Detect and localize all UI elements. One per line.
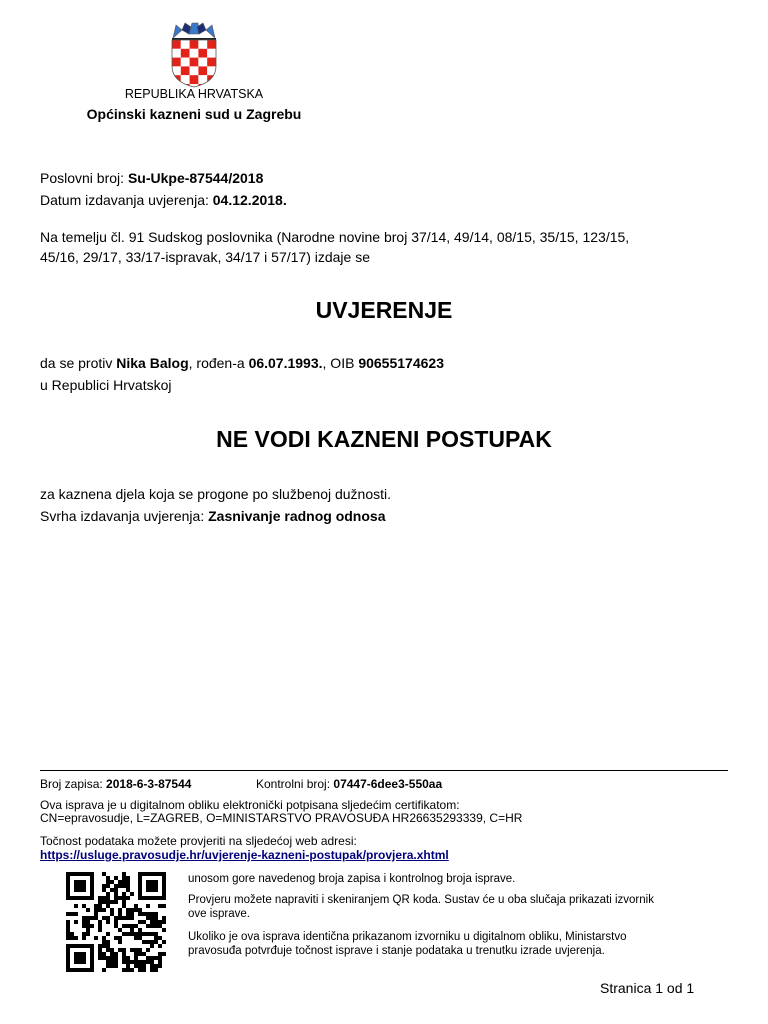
control-value: 07447-6dee3-550aa (333, 777, 443, 791)
record-label: Broj zapisa: (40, 777, 103, 791)
issue-date-row (40, 191, 287, 210)
control-row (256, 777, 442, 791)
date-of-birth: 06.07.1993. (248, 355, 323, 371)
court-name: Općinski kazneni sud u Zagrebu (86, 106, 302, 122)
case-number-row (40, 169, 263, 188)
oib-value: 90655174623 (358, 355, 444, 371)
qr-code[interactable] (66, 872, 166, 972)
qr-text-2a: Provjeru možete napraviti i skeniranjem QR koda. Sustav će u oba slučaja prikazati izvornik (188, 894, 654, 906)
coat-of-arms-logo (168, 22, 220, 88)
page-number: Stranica 1 od 1 (600, 980, 695, 996)
qr-text-1: unosom gore navedenog broja zapisa i kontrolnog broja isprave. (188, 873, 516, 885)
verify-line: Točnost podataka možete provjeriti na sljedećoj web adresi: (40, 834, 357, 848)
document-title: UVJERENJE (315, 297, 453, 323)
case-number-label: Poslovni broj: (40, 170, 125, 186)
qr-text-3a: Ukoliko je ova isprava identična prikazanom izvorniku u digitalnom obliku, Ministarstvo (188, 931, 627, 943)
qr-text-3b: pravosuđa potvrđuje točnost isprave i stanje podataka u trenutku izrade uvjerenja. (188, 945, 605, 957)
case-number-value: Su-Ukpe-87544/2018 (127, 170, 264, 186)
issue-date-label: Datum izdavanja uvjerenja: (40, 192, 209, 208)
crimes-text: za kaznena djela koja se progone po službenoj dužnosti. (40, 486, 392, 502)
qr-text-2b: ove isprave. (188, 908, 251, 920)
oib-label: , OIB (322, 355, 355, 371)
subject-name: Nika Balog (116, 355, 189, 371)
subject-prefix: da se protiv (40, 355, 113, 371)
record-row (40, 777, 191, 791)
footer-divider (40, 770, 728, 771)
cert-line-1: Ova isprava je u digitalnom obliku elektronički potpisana sljedećim certifikatom: (40, 798, 460, 812)
issue-date-value: 04.12.2018. (212, 192, 287, 208)
born-label: , rođen-a (188, 355, 245, 371)
cert-line-2: CN=epravosudje, L=ZAGREB, O=MINISTARSTVO PRAVOSUĐA HR26635293339, C=HR (40, 811, 523, 825)
verification-link[interactable]: https://usluge.pravosudje.hr/uvjerenje-kazneni-postupak/provjera.xhtml (40, 848, 449, 862)
purpose-row (40, 507, 385, 526)
record-value: 2018-6-3-87544 (106, 777, 192, 791)
intro-line-2: 45/16, 29/17, 33/17-ispravak, 34/17 i 57/17) izdaje se (40, 249, 370, 265)
subject-country: u Republici Hrvatskoj (40, 377, 172, 393)
verdict-title: NE VODI KAZNENI POSTUPAK (216, 426, 552, 452)
subject-line (40, 354, 444, 373)
control-label: Kontrolni broj: (256, 777, 331, 791)
republic-label: REPUBLIKA HRVATSKA (124, 87, 264, 101)
purpose-value: Zasnivanje radnog odnosa (208, 508, 386, 524)
intro-line-1: Na temelju čl. 91 Sudskog poslovnika (Narodne novine broj 37/14, 49/14, 08/15, 35/15, 123/15, (40, 229, 630, 245)
purpose-label: Svrha izdavanja uvjerenja: (40, 508, 205, 524)
